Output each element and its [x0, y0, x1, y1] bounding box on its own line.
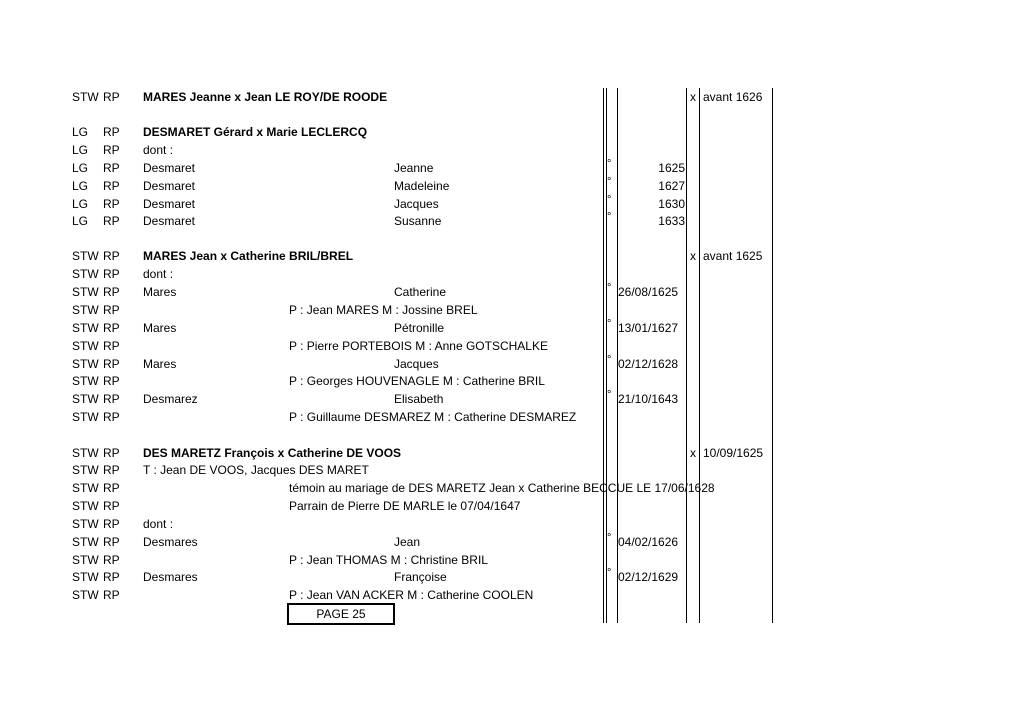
- birth-year: 1633: [658, 214, 685, 228]
- record-row: [0, 586, 1024, 604]
- children-label: dont :: [143, 143, 174, 157]
- register-code: RP: [103, 553, 120, 567]
- register-code: RP: [103, 179, 120, 193]
- record-row: [0, 479, 1024, 497]
- surname: Desmaret: [143, 214, 196, 228]
- given-name: Madeleine: [394, 179, 450, 193]
- godparents-note: P : Georges HOUVENAGLE M : Catherine BRIL: [289, 374, 545, 388]
- record-row: [0, 195, 1024, 213]
- register-code: RP: [103, 90, 120, 104]
- record-row: [0, 247, 1024, 265]
- source-code: LG: [72, 143, 89, 157]
- birth-mark: °: [607, 176, 612, 188]
- register-code: RP: [103, 143, 120, 157]
- source-code: LG: [72, 125, 89, 139]
- record-row: [0, 212, 1024, 230]
- source-code: STW: [72, 410, 99, 424]
- surname: Mares: [143, 357, 177, 371]
- record-row: [0, 159, 1024, 177]
- record-row: [0, 319, 1024, 337]
- godparents-note: P : Pierre PORTEBOIS M : Anne GOTSCHALKE: [289, 339, 548, 353]
- couple-heading: MARES Jean x Catherine BRIL/BREL: [143, 249, 354, 263]
- birth-mark: °: [607, 567, 612, 579]
- birth-date: 02/12/1629: [618, 570, 679, 584]
- record-row: [0, 283, 1024, 301]
- register-code: RP: [103, 357, 120, 371]
- given-name: Jacques: [394, 357, 439, 371]
- godparents-note: P : Jean THOMAS M : Christine BRIL: [289, 553, 488, 567]
- register-code: RP: [103, 161, 120, 175]
- register-code: RP: [103, 570, 120, 584]
- children-label: dont :: [143, 267, 174, 281]
- record-row: [0, 372, 1024, 390]
- source-code: LG: [72, 197, 89, 211]
- source-code: LG: [72, 179, 89, 193]
- register-code: RP: [103, 214, 120, 228]
- source-code: STW: [72, 553, 99, 567]
- witnesses-note: T : Jean DE VOOS, Jacques DES MARET: [143, 463, 369, 477]
- couple-heading: MARES Jeanne x Jean LE ROY/DE ROODE: [143, 90, 388, 104]
- surname: Desmaret: [143, 161, 196, 175]
- source-code: LG: [72, 214, 89, 228]
- children-label: dont :: [143, 517, 174, 531]
- register-code: RP: [103, 517, 120, 531]
- given-name: Pétronille: [394, 321, 445, 335]
- register-code: RP: [103, 374, 120, 388]
- register-code: RP: [103, 249, 120, 263]
- source-code: LG: [72, 161, 89, 175]
- surname: Mares: [143, 285, 177, 299]
- page-number-box: PAGE 25: [287, 603, 395, 625]
- godparents-note: P : Jean VAN ACKER M : Catherine COOLEN: [289, 588, 534, 602]
- birth-date: 02/12/1628: [618, 357, 679, 371]
- record-row: [0, 355, 1024, 373]
- record-row: [0, 88, 1024, 106]
- marriage-date: avant 1626: [703, 90, 763, 104]
- register-code: RP: [103, 339, 120, 353]
- register-code: RP: [103, 285, 120, 299]
- record-row: [0, 301, 1024, 319]
- surname: Desmares: [143, 570, 198, 584]
- source-code: STW: [72, 90, 99, 104]
- source-code: STW: [72, 321, 99, 335]
- marriage-mark: x: [690, 249, 696, 263]
- remark-note: témoin au mariage de DES MARETZ Jean x Catherine BECCUE LE 17/06/1628: [289, 481, 715, 495]
- birth-year: 1625: [658, 161, 685, 175]
- register-code: RP: [103, 303, 120, 317]
- record-row: [0, 568, 1024, 586]
- register-code: RP: [103, 267, 120, 281]
- register-code: RP: [103, 125, 120, 139]
- register-code: RP: [103, 197, 120, 211]
- birth-mark: °: [607, 158, 612, 170]
- given-name: Susanne: [394, 214, 442, 228]
- given-name: Françoise: [394, 570, 447, 584]
- register-code: RP: [103, 588, 120, 602]
- source-code: STW: [72, 570, 99, 584]
- record-row: [0, 497, 1024, 515]
- record-row: [0, 533, 1024, 551]
- register-code: RP: [103, 535, 120, 549]
- source-code: STW: [72, 392, 99, 406]
- source-code: STW: [72, 535, 99, 549]
- birth-mark: °: [607, 194, 612, 206]
- surname: Desmares: [143, 535, 198, 549]
- marriage-mark: x: [690, 90, 696, 104]
- godparents-note: P : Jean MARES M : Jossine BREL: [289, 303, 478, 317]
- record-row: [0, 408, 1024, 426]
- source-code: STW: [72, 303, 99, 317]
- surname: Mares: [143, 321, 177, 335]
- register-code: RP: [103, 463, 120, 477]
- given-name: Jacques: [394, 197, 439, 211]
- marriage-date: avant 1625: [703, 249, 763, 263]
- source-code: STW: [72, 463, 99, 477]
- source-code: STW: [72, 285, 99, 299]
- record-row: [0, 265, 1024, 283]
- record-row: [0, 177, 1024, 195]
- birth-date: 21/10/1643: [618, 392, 679, 406]
- couple-heading: DES MARETZ François x Catherine DE VOOS: [143, 446, 402, 460]
- marriage-date: 10/09/1625: [703, 446, 764, 460]
- register-code: RP: [103, 410, 120, 424]
- source-code: STW: [72, 588, 99, 602]
- register-code: RP: [103, 392, 120, 406]
- birth-mark: °: [607, 282, 612, 294]
- birth-mark: °: [607, 211, 612, 223]
- source-code: STW: [72, 374, 99, 388]
- source-code: STW: [72, 481, 99, 495]
- given-name: Elisabeth: [394, 392, 444, 406]
- source-code: STW: [72, 446, 99, 460]
- source-code: STW: [72, 357, 99, 371]
- record-row: [0, 141, 1024, 159]
- record-row: [0, 390, 1024, 408]
- record-row: [0, 551, 1024, 569]
- surname: Desmaret: [143, 179, 196, 193]
- record-row: [0, 123, 1024, 141]
- surname: Desmaret: [143, 197, 196, 211]
- couple-heading: DESMARET Gérard x Marie LECLERCQ: [143, 125, 368, 139]
- godparents-note: P : Guillaume DESMAREZ M : Catherine DESMAREZ: [289, 410, 577, 424]
- register-code: RP: [103, 321, 120, 335]
- surname: Desmarez: [143, 392, 198, 406]
- birth-mark: °: [607, 389, 612, 401]
- remark-note: Parrain de Pierre DE MARLE le 07/04/1647: [289, 499, 521, 513]
- given-name: Catherine: [394, 285, 447, 299]
- source-code: STW: [72, 267, 99, 281]
- record-row: [0, 515, 1024, 533]
- birth-mark: °: [607, 532, 612, 544]
- birth-date: 26/08/1625: [618, 285, 679, 299]
- source-code: STW: [72, 517, 99, 531]
- register-code: RP: [103, 481, 120, 495]
- birth-year: 1627: [658, 179, 685, 193]
- source-code: STW: [72, 249, 99, 263]
- given-name: Jean: [394, 535, 421, 549]
- marriage-mark: x: [690, 446, 696, 460]
- record-row: [0, 461, 1024, 479]
- birth-mark: °: [607, 318, 612, 330]
- register-code: RP: [103, 499, 120, 513]
- record-row: [0, 444, 1024, 462]
- register-code: RP: [103, 446, 120, 460]
- source-code: STW: [72, 339, 99, 353]
- given-name: Jeanne: [394, 161, 434, 175]
- birth-date: 13/01/1627: [618, 321, 679, 335]
- birth-year: 1630: [658, 197, 685, 211]
- birth-mark: °: [607, 354, 612, 366]
- record-row: [0, 337, 1024, 355]
- birth-date: 04/02/1626: [618, 535, 679, 549]
- source-code: STW: [72, 499, 99, 513]
